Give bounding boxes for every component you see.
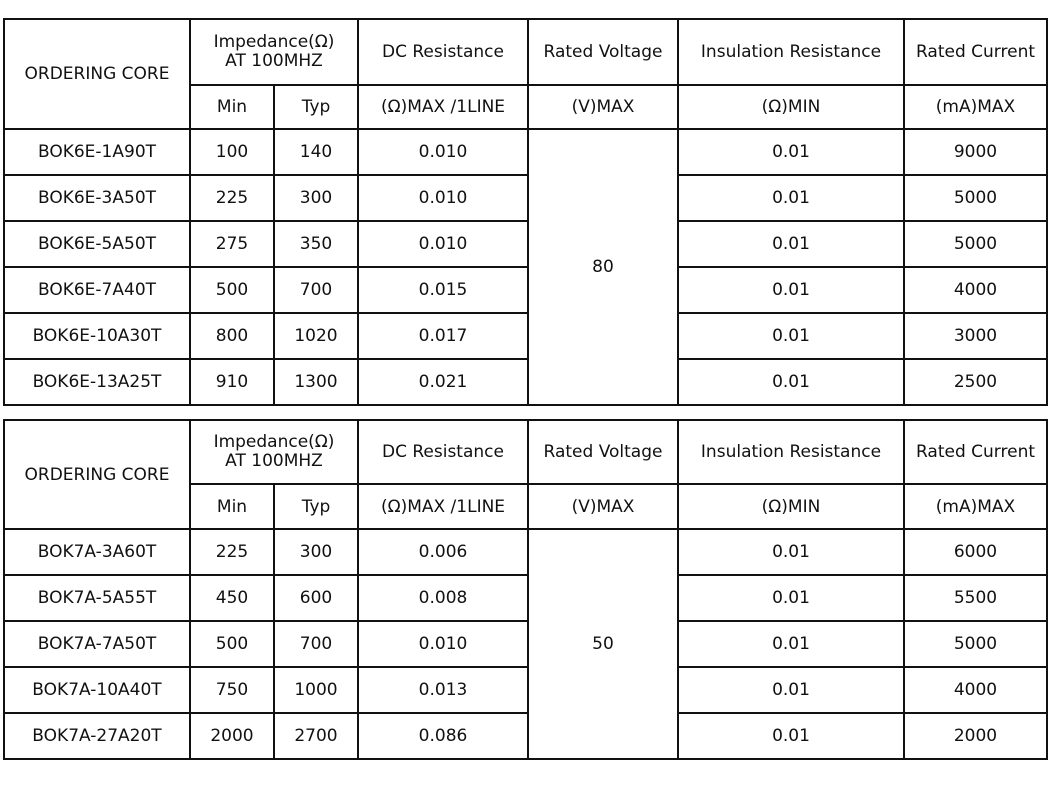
dc-resistance: 0.015: [358, 267, 528, 313]
impedance-min: 910: [190, 359, 274, 405]
dc-resistance: 0.006: [358, 529, 528, 575]
part-number: BOK6E-7A40T: [4, 267, 190, 313]
table-row: [4, 129, 1047, 175]
table-row: [4, 359, 1047, 405]
header-rated-current-unit: (mA)MAX: [904, 484, 1047, 529]
rated-current: 5000: [904, 175, 1047, 221]
table-row: [4, 313, 1047, 359]
insulation-resistance: 0.01: [678, 713, 904, 759]
dc-resistance: 0.010: [358, 129, 528, 175]
table-row: [4, 529, 1047, 575]
header-rated-voltage-unit: (V)MAX: [528, 484, 678, 529]
header-rated-voltage: Rated Voltage: [528, 420, 678, 484]
header-insulation-resistance: Insulation Resistance: [678, 19, 904, 85]
dc-resistance: 0.086: [358, 713, 528, 759]
header-impedance: [190, 420, 358, 484]
impedance-typ: 350: [274, 221, 358, 267]
header-row-1: [4, 420, 1047, 484]
header-impedance-line2: AT 100MHZ: [225, 51, 323, 71]
table-row: [4, 221, 1047, 267]
header-impedance-line2: AT 100MHZ: [225, 451, 323, 471]
header-dc-resistance-unit: (Ω)MAX /1LINE: [358, 484, 528, 529]
header-insulation-resistance-unit: (Ω)MIN: [678, 484, 904, 529]
rated-current: 2500: [904, 359, 1047, 405]
insulation-resistance: 0.01: [678, 621, 904, 667]
rated-current: 5000: [904, 621, 1047, 667]
rated-voltage-value: 80: [528, 129, 678, 405]
impedance-min: 500: [190, 267, 274, 313]
dc-resistance: 0.021: [358, 359, 528, 405]
header-min: Min: [190, 85, 274, 129]
rated-voltage-value: 50: [528, 529, 678, 759]
dc-resistance: 0.010: [358, 221, 528, 267]
rated-current: 6000: [904, 529, 1047, 575]
header-ordering-core: ORDERING CORE: [4, 19, 190, 129]
part-number: BOK6E-13A25T: [4, 359, 190, 405]
header-typ: Typ: [274, 85, 358, 129]
part-number: BOK7A-7A50T: [4, 621, 190, 667]
impedance-typ: 600: [274, 575, 358, 621]
impedance-min: 750: [190, 667, 274, 713]
rated-current: 9000: [904, 129, 1047, 175]
impedance-min: 275: [190, 221, 274, 267]
header-rated-current: Rated Current: [904, 420, 1047, 484]
header-impedance-line1: Impedance(Ω): [213, 432, 335, 452]
dc-resistance: 0.017: [358, 313, 528, 359]
header-insulation-resistance: Insulation Resistance: [678, 420, 904, 484]
part-number: BOK6E-1A90T: [4, 129, 190, 175]
header-impedance-line1: Impedance(Ω): [213, 32, 335, 52]
insulation-resistance: 0.01: [678, 313, 904, 359]
impedance-typ: 300: [274, 529, 358, 575]
header-row-1: [4, 19, 1047, 85]
impedance-min: 225: [190, 175, 274, 221]
spec-table-bok6e: [3, 18, 1048, 406]
impedance-min: 100: [190, 129, 274, 175]
rated-current: 3000: [904, 313, 1047, 359]
insulation-resistance: 0.01: [678, 359, 904, 405]
part-number: BOK6E-3A50T: [4, 175, 190, 221]
rated-current: 2000: [904, 713, 1047, 759]
dc-resistance: 0.010: [358, 175, 528, 221]
impedance-typ: 140: [274, 129, 358, 175]
header-rated-voltage: Rated Voltage: [528, 19, 678, 85]
impedance-min: 450: [190, 575, 274, 621]
table-row: [4, 713, 1047, 759]
header-typ: Typ: [274, 484, 358, 529]
impedance-typ: 700: [274, 621, 358, 667]
insulation-resistance: 0.01: [678, 129, 904, 175]
table-row: [4, 575, 1047, 621]
impedance-typ: 1020: [274, 313, 358, 359]
impedance-typ: 700: [274, 267, 358, 313]
spec-table-bok7a: [3, 419, 1048, 760]
part-number: BOK7A-3A60T: [4, 529, 190, 575]
impedance-min: 2000: [190, 713, 274, 759]
header-dc-resistance-unit: (Ω)MAX /1LINE: [358, 85, 528, 129]
header-impedance: [190, 19, 358, 85]
impedance-min: 225: [190, 529, 274, 575]
insulation-resistance: 0.01: [678, 221, 904, 267]
insulation-resistance: 0.01: [678, 667, 904, 713]
table-row: [4, 267, 1047, 313]
insulation-resistance: 0.01: [678, 175, 904, 221]
table-row: [4, 667, 1047, 713]
rated-current: 4000: [904, 267, 1047, 313]
dc-resistance: 0.013: [358, 667, 528, 713]
impedance-typ: 300: [274, 175, 358, 221]
part-number: BOK7A-5A55T: [4, 575, 190, 621]
impedance-min: 800: [190, 313, 274, 359]
impedance-typ: 2700: [274, 713, 358, 759]
table-row: [4, 621, 1047, 667]
rated-current: 5000: [904, 221, 1047, 267]
header-insulation-resistance-unit: (Ω)MIN: [678, 85, 904, 129]
header-min: Min: [190, 484, 274, 529]
part-number: BOK7A-27A20T: [4, 713, 190, 759]
part-number: BOK7A-10A40T: [4, 667, 190, 713]
insulation-resistance: 0.01: [678, 267, 904, 313]
rated-current: 5500: [904, 575, 1047, 621]
dc-resistance: 0.010: [358, 621, 528, 667]
header-rated-current-unit: (mA)MAX: [904, 85, 1047, 129]
impedance-typ: 1000: [274, 667, 358, 713]
rated-current: 4000: [904, 667, 1047, 713]
part-number: BOK6E-5A50T: [4, 221, 190, 267]
part-number: BOK6E-10A30T: [4, 313, 190, 359]
header-dc-resistance: DC Resistance: [358, 19, 528, 85]
impedance-typ: 1300: [274, 359, 358, 405]
insulation-resistance: 0.01: [678, 529, 904, 575]
header-rated-voltage-unit: (V)MAX: [528, 85, 678, 129]
header-dc-resistance: DC Resistance: [358, 420, 528, 484]
insulation-resistance: 0.01: [678, 575, 904, 621]
impedance-min: 500: [190, 621, 274, 667]
header-rated-current: Rated Current: [904, 19, 1047, 85]
table-row: [4, 175, 1047, 221]
header-ordering-core: ORDERING CORE: [4, 420, 190, 529]
dc-resistance: 0.008: [358, 575, 528, 621]
